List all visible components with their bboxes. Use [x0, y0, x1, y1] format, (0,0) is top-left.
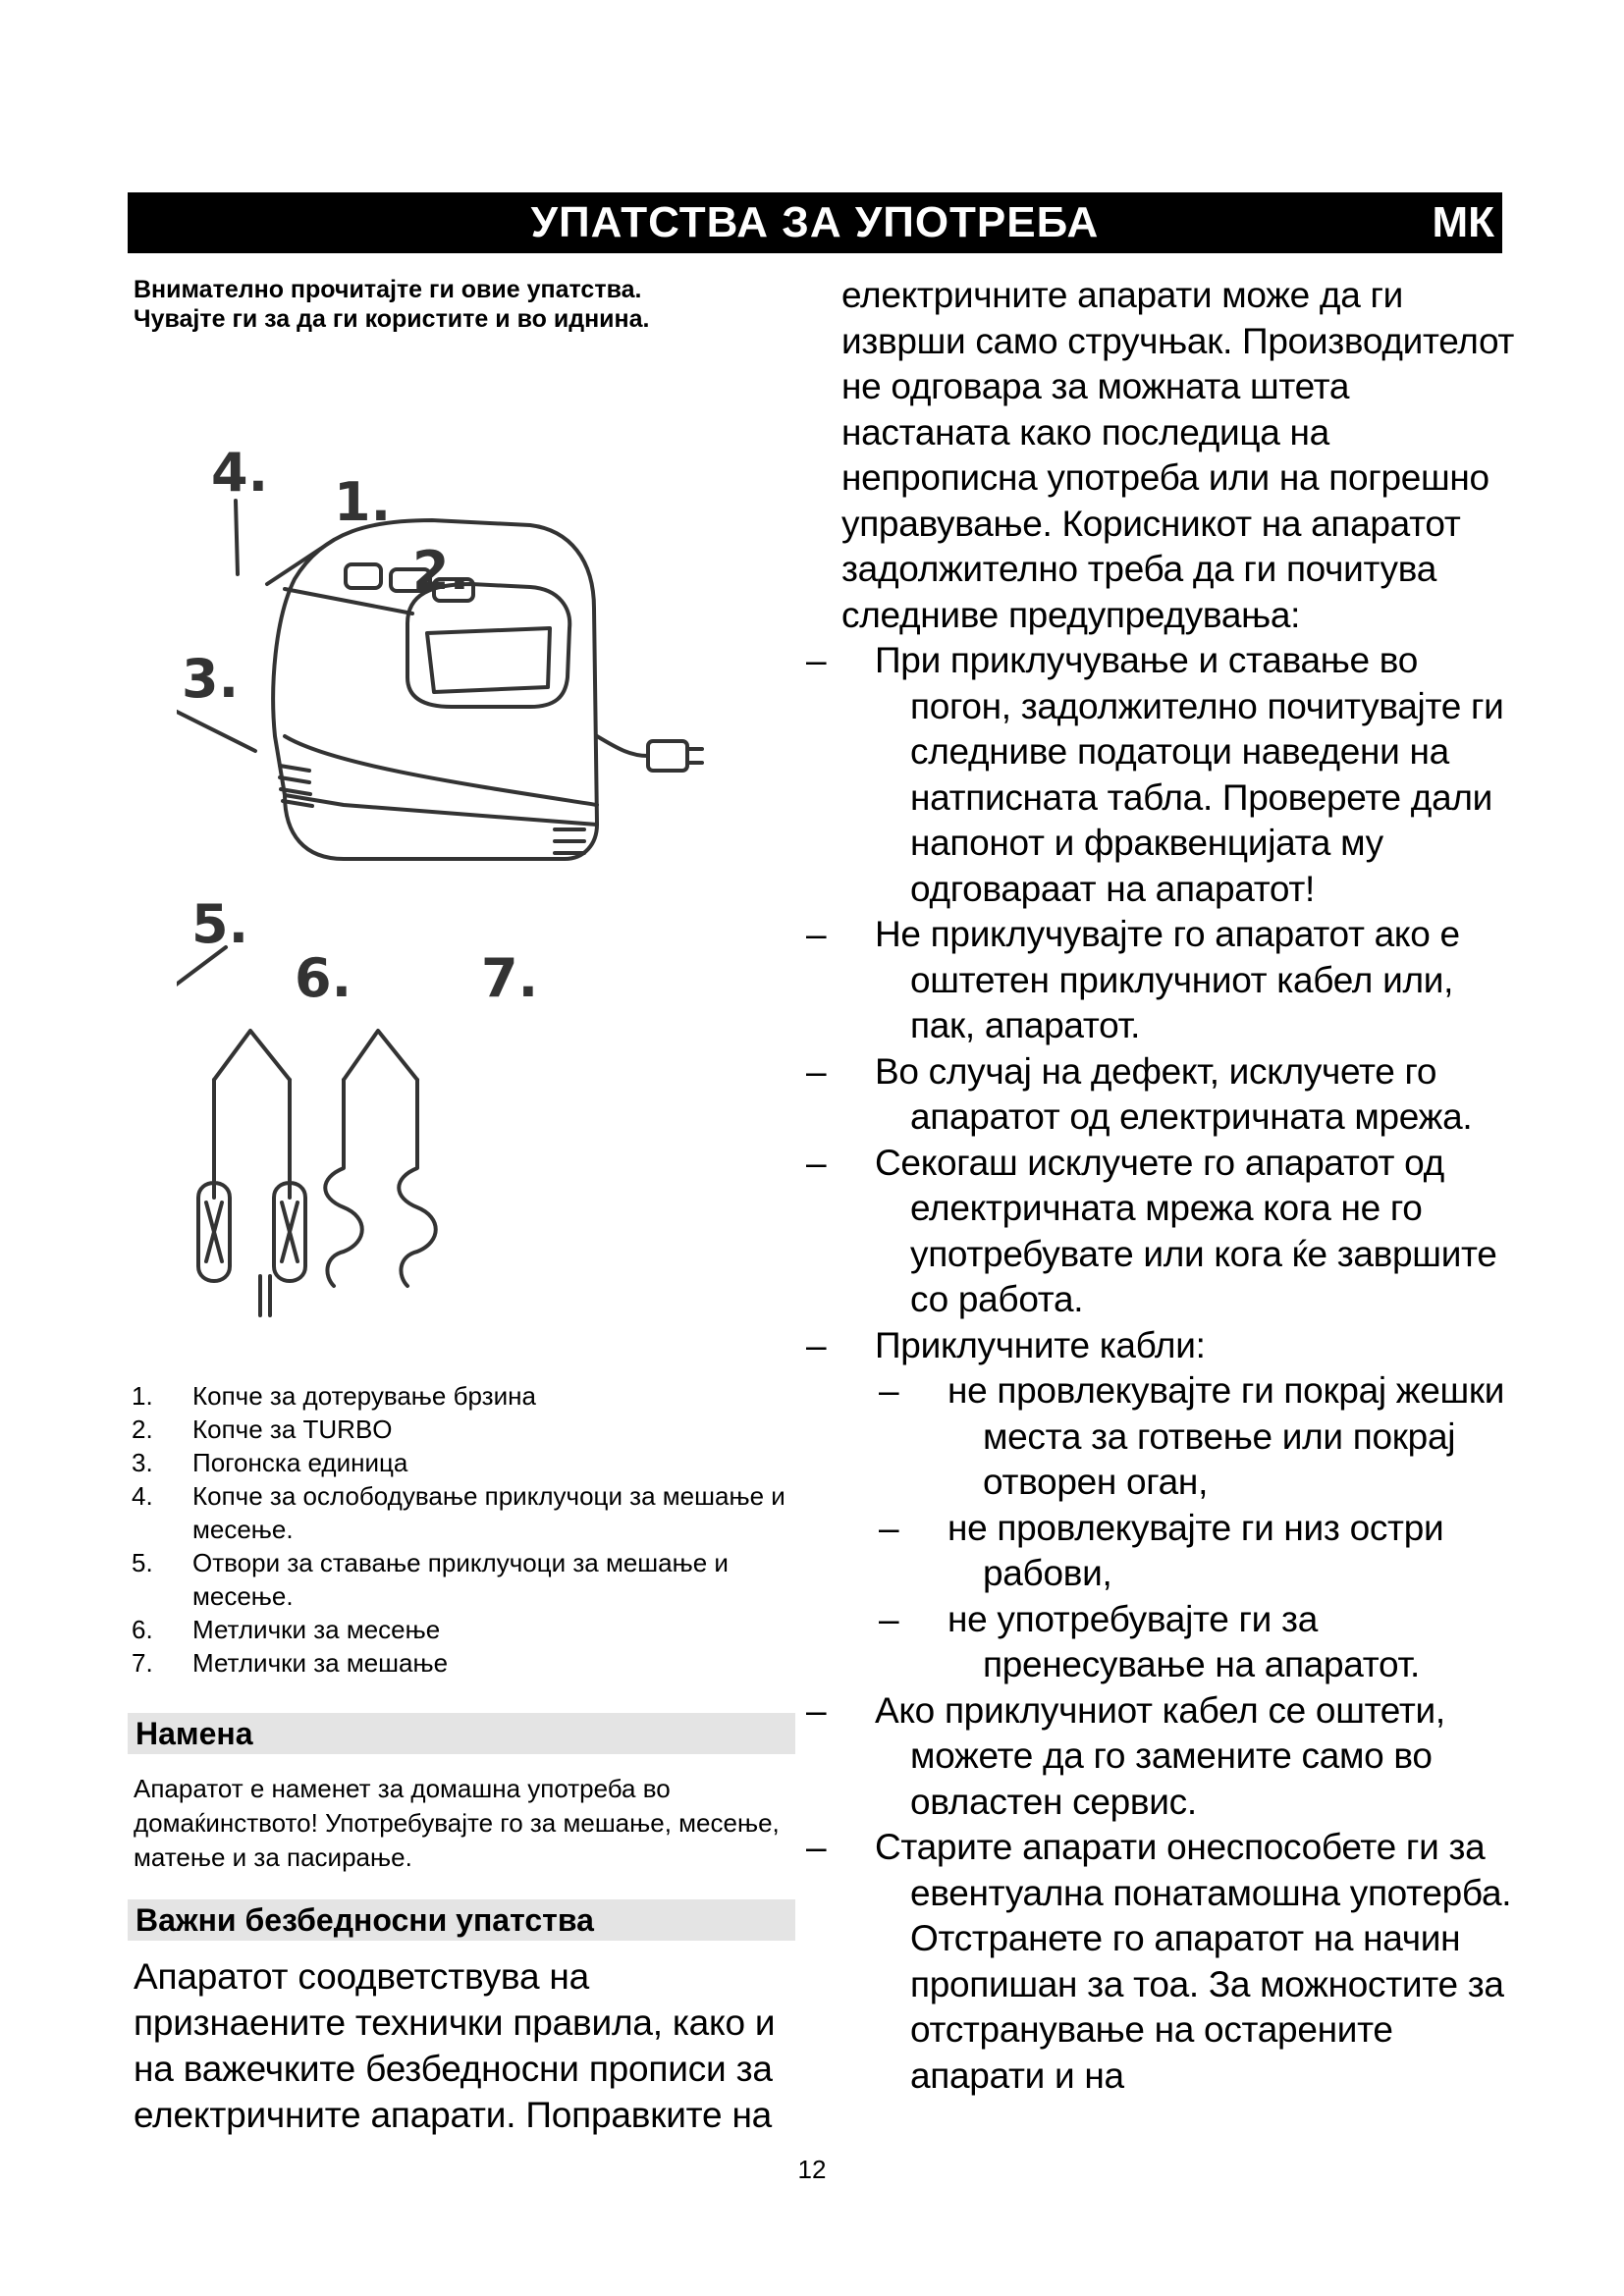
- bullet-item: – Старите апарати онеспособете ги за евентуална понатамошна употерба. Отстранете го апаратот на начин пропишан за тоа. За можностите за отстранување на остарените апарати и на: [806, 1827, 1512, 2096]
- mixer-diagram: [177, 412, 707, 1374]
- callout-7: 7.: [481, 947, 539, 1009]
- intro-line-1: Внимателно прочитајте ги овие упатства.: [134, 276, 642, 303]
- beater-left: [198, 1080, 230, 1281]
- beater-right: [274, 1080, 305, 1281]
- bullet-text: Не приклучувајте го апаратот ако е оштетен приклучниот кабел или, пак, апаратот.: [875, 914, 1460, 1045]
- bullet-item: – Не приклучувајте го апаратот ако е оштетен приклучниот кабел или, пак, апаратот.: [806, 914, 1460, 1045]
- bullet-text: Приклучните кабли:: [875, 1324, 1206, 1365]
- bullet-text: Во случај на дефект, исклучете го апаратот од електричната мрежа.: [875, 1050, 1473, 1137]
- callout-4: 4.: [211, 442, 269, 504]
- parts-list: [132, 1379, 809, 1680]
- language-code: МК: [1432, 198, 1494, 246]
- bullet-item: – Во случај на дефект, исклучете го апаратот од електричната мрежа.: [806, 1050, 1473, 1137]
- callout-2: 2.: [412, 540, 470, 602]
- sub-bullet-item: – не провлекувајте ги покрај жешки места за готвење или покрај отворен оган,: [879, 1370, 1505, 1502]
- part-number: 4.: [132, 1481, 153, 1511]
- bullet-item: – Секогаш исклучете го апаратот од електричната мрежа кога не го употребувате или кога ќе завршите со работа.: [806, 1142, 1497, 1319]
- hook-right: [399, 1080, 436, 1286]
- part-number: 2.: [132, 1415, 153, 1444]
- part-label: Метлички за мешање: [192, 1648, 449, 1678]
- warning-intro: електричните апарати може да ги изврши само стручњак. Производителот не одговара за можната штета настаната како последица на непрописна употреба или на погрешно управување. Корисникот на апаратот задолжително треба да ги почитува следниве предупредувања:: [841, 275, 1515, 635]
- callout-6: 6.: [295, 947, 352, 1009]
- part-number: 1.: [132, 1381, 153, 1411]
- list-item: [132, 1546, 809, 1613]
- plug: [648, 741, 687, 771]
- release-button: [346, 564, 381, 588]
- bullet-text: не провлекувајте ги низ остри рабови,: [947, 1507, 1444, 1593]
- part-label: Погонска единица: [192, 1448, 408, 1477]
- intro-notice: [134, 275, 801, 334]
- part-label: Отвори за ставање приклучоци за мешање и месење.: [192, 1548, 729, 1611]
- bullet-text: не провлекувајте ги покрај жешки места за готвење или покрај отворен оган,: [947, 1370, 1505, 1502]
- safety-heading: Важни безбедносни упатства: [128, 1899, 795, 1941]
- part-number: 3.: [132, 1448, 153, 1477]
- bullet-item: – Приклучните кабли:: [806, 1324, 1206, 1365]
- list-item: [132, 1413, 809, 1446]
- bullet-text: Секогаш исклучете го апаратот од електричната мрежа кога не го употребувате или кога ќе завршите со работа.: [875, 1142, 1497, 1319]
- right-column: [806, 273, 1519, 2099]
- part-label: Копче за ослободување приклучоци за мешање и месење.: [192, 1481, 785, 1544]
- sub-bullet-item: – не провлекувајте ги низ остри рабови,: [879, 1507, 1444, 1593]
- safety-text: Апаратот соодветствува на признаените технички правила, како и на важечките безбедносни прописи за електричните апарати. Поправките на: [134, 1956, 776, 2135]
- part-label: Копче за дотерување брзина: [192, 1381, 536, 1411]
- list-item: [132, 1613, 809, 1646]
- bullet-text: Старите апарати онеспособете ги за евентуална понатамошна употерба. Отстранете го апаратот на начин пропишан за тоа. За можностите за отстранување на остарените апарати и на: [875, 1827, 1512, 2096]
- part-number: 6.: [132, 1615, 153, 1644]
- bullet-item: – При приклучување и ставање во погон, задолжително почитувајте ги следниве податоци наведени на натписната табла. Проверете дали напонот и фраквенцијата му одговараат на апаратот!: [806, 640, 1504, 909]
- callout-3: 3.: [182, 648, 240, 710]
- list-item: [132, 1479, 809, 1546]
- part-number: 5.: [132, 1548, 153, 1577]
- purpose-text: Апаратот е наменет за домашна употреба во домаќинството! Употребувајте го за мешање, месење, матење и за пасирање.: [134, 1774, 780, 1872]
- list-item: [132, 1379, 809, 1413]
- sub-bullet-item: – не употребувајте ги за пренесување на апаратот.: [879, 1598, 1420, 1684]
- part-label: Метлички за месење: [192, 1615, 441, 1644]
- list-item: [132, 1446, 809, 1479]
- bullet-text: При приклучување и ставање во погон, задолжително почитувајте ги следниве податоци наведени на натписната табла. Проверете дали напонот и фраквенцијата му одговараат на апаратот!: [875, 640, 1504, 909]
- bullet-text: не употребувајте ги за пренесување на апаратот.: [947, 1598, 1420, 1684]
- purpose-heading: Намена: [128, 1713, 795, 1754]
- callout-5: 5.: [191, 893, 249, 955]
- bullet-text: Ако приклучниот кабел се оштети, можете да го замените само во овластен сервис.: [875, 1689, 1445, 1822]
- page-title: УПАТСТВА ЗА УПОТРЕБА: [530, 198, 1100, 246]
- page-number: 12: [797, 2155, 827, 2184]
- list-item: [132, 1646, 809, 1680]
- power-cord: [597, 736, 648, 756]
- bullet-item: – Ако приклучниот кабел се оштети, можете да го замените само во овластен сервис.: [806, 1689, 1445, 1822]
- part-number: 7.: [132, 1648, 153, 1678]
- callout-1: 1.: [334, 471, 392, 533]
- hook-left: [325, 1080, 362, 1286]
- part-label: Копче за TURBO: [192, 1415, 393, 1444]
- header-bar: [128, 192, 1502, 253]
- intro-line-2: Чувајте ги за да ги користите и во иднина.: [134, 305, 650, 333]
